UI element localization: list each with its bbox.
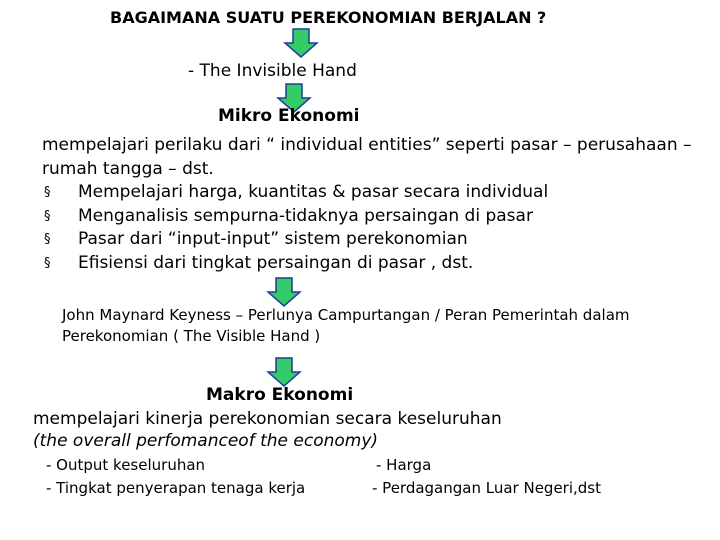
- down-arrow-icon: [266, 357, 302, 387]
- bullet-icon: §: [44, 255, 51, 271]
- mikro-ekonomi-list: [42, 181, 548, 275]
- makro-ekonomi-description: mempelajari kinerja perekonomian secara keseluruhan: [33, 409, 502, 429]
- down-arrow-icon: [266, 277, 302, 307]
- bullet-icon: §: [44, 208, 51, 224]
- list-item-text: Efisiensi dari tingkat persaingan di pasar , dst.: [78, 252, 474, 273]
- mikro-ekonomi-description: mempelajari perilaku dari “ individual entities” seperti pasar – perusahaan – rumah tangga – dst.: [42, 135, 692, 179]
- makro-ekonomi-description-english: (the overall perfomanceof the economy): [33, 431, 379, 451]
- bullet-icon: §: [44, 232, 51, 247]
- list-item: [42, 252, 548, 276]
- list-item: [42, 228, 548, 252]
- list-item-text: Menganalisis sempurna-tidaknya persaingan di pasar: [78, 205, 533, 226]
- list-item-text: Mempelajari harga, kuantitas & pasar secara individual: [78, 182, 549, 202]
- invisible-hand-label: - The Invisible Hand: [188, 61, 357, 81]
- makro-item-output: - Output keseluruhan: [46, 456, 206, 474]
- bullet-icon: §: [44, 185, 51, 200]
- makro-item-price: - Harga: [376, 456, 432, 474]
- list-item: [42, 181, 548, 205]
- keyness-note: John Maynard Keyness – Perlunya Campurtangan / Peran Pemerintah dalam Perekonomian ( The Visible Hand ): [62, 306, 630, 345]
- makro-item-trade: - Perdagangan Luar Negeri,dst: [372, 479, 601, 497]
- page-title: BAGAIMANA SUATU PEREKONOMIAN BERJALAN ?: [110, 8, 547, 27]
- makro-ekonomi-heading: Makro Ekonomi: [206, 385, 354, 405]
- list-item-text: Pasar dari “input-input” sistem perekonomian: [78, 229, 468, 249]
- mikro-ekonomi-heading: Mikro Ekonomi: [218, 106, 360, 126]
- down-arrow-icon: [283, 28, 319, 58]
- makro-item-employment: - Tingkat penyerapan tenaga kerja: [46, 479, 306, 497]
- list-item: [42, 205, 548, 229]
